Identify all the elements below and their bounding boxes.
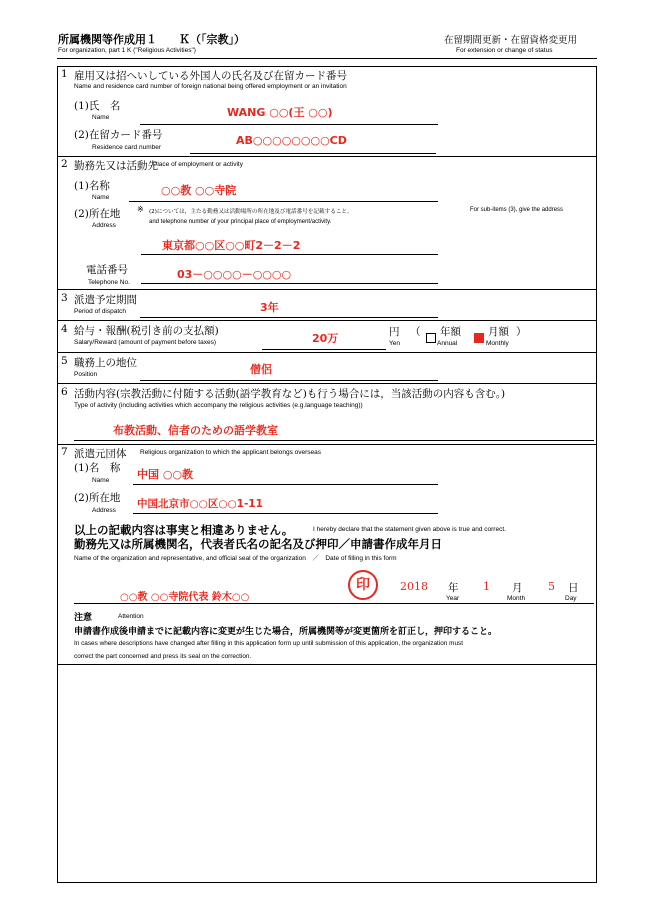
s1-card-underline xyxy=(190,153,436,154)
attention-text-jp: 申請書作成後申請までに記載内容に変更が生じた場合，所属機関等が変更箇所を訂正し，押印すること。 xyxy=(74,626,498,636)
attention-text-en1: In cases where descriptions have changed after filling in this application form up until submission of this application, the organization must xyxy=(74,640,463,647)
s2-addr-label-en: Address xyxy=(92,222,116,229)
s5-number: 5 xyxy=(61,355,68,367)
s2-title: 勤務先又は活動先 xyxy=(74,160,158,172)
section-divider xyxy=(57,156,597,157)
month-label: 月 xyxy=(512,582,523,594)
s2-title-en: Place of employment or activity xyxy=(153,161,243,168)
monthly-label-en: Monthly xyxy=(486,340,509,347)
section-divider xyxy=(57,664,597,665)
section-divider xyxy=(57,444,597,445)
month-label-en: Month xyxy=(507,595,526,602)
s7-title-en: Religious organization to which the applicant belongs overseas xyxy=(140,449,322,456)
s7-name-label: (1)名 称 xyxy=(74,462,121,474)
monthly-checkbox-checked[interactable] xyxy=(474,327,484,346)
monthly-label: 月額 xyxy=(488,326,509,338)
form-title: 所属機関等作成用１ Ｋ（「宗教」） xyxy=(58,34,245,46)
day-label: 日 xyxy=(568,582,579,594)
s2-addr-label: (2)所在地 xyxy=(74,208,121,220)
day-label-en: Day xyxy=(565,595,577,602)
attention-text-en2: correct the part concerned and press its seal on the correction. xyxy=(74,653,252,660)
s2-name-label-en: Name xyxy=(92,194,110,201)
s5-title-en: Position xyxy=(74,371,98,378)
s2-number: 2 xyxy=(61,158,68,170)
s2-note-jp: (2)については，主たる勤務又は活動場所の所在地及び電話番号を記載すること。 xyxy=(149,209,353,215)
s2-note-en1: For sub-items (3), give the address xyxy=(470,207,564,213)
attention-title: 注意 xyxy=(74,612,93,622)
official-seal: 印 xyxy=(348,570,378,600)
day-value: 5 xyxy=(548,580,555,593)
s7-title: 派遣元団体 xyxy=(74,448,127,460)
s1-name-label: (1)氏 名 xyxy=(74,100,121,112)
signature-instruction-en: Name of the organization and representative, and official seal of the organization ／ Date of filling in this form xyxy=(74,555,397,562)
s7-addr-underline xyxy=(133,513,438,514)
s2-note-en2: and telephone number of your principal place of employment/activity. xyxy=(149,219,332,225)
employer-telephone: 03－○○○○－○○○○ xyxy=(177,268,292,281)
s1-name-label-en: Name xyxy=(92,114,110,121)
form-title-en: For organization, part 1 K ("Religious Activities") xyxy=(58,47,196,54)
s6-title-en: Type of activity (including activities which accompany the religious activities (e.g.language teaching)) xyxy=(74,402,363,409)
s3-title: 派遣予定期間 xyxy=(74,294,137,306)
organization-representative: ○○教 ○○寺院代表 鈴木○○ xyxy=(120,592,250,603)
foreign-national-name: WANG ○○(王 ○○) xyxy=(227,106,333,119)
s3-underline xyxy=(140,317,438,318)
s4-underline xyxy=(262,349,386,350)
form-purpose: 在留期間更新・在留資格変更用 xyxy=(444,35,578,46)
month-value: 1 xyxy=(483,580,490,593)
s4-paren-close: ） xyxy=(516,326,527,338)
s1-card-label-en: Residence card number xyxy=(92,144,162,151)
s7-name-underline xyxy=(133,484,438,485)
s1-name-underline xyxy=(140,124,438,125)
s6-underline xyxy=(74,440,594,441)
employer-name: ○○教 ○○寺院 xyxy=(161,184,237,197)
s4-title-en: Salary/Reward (amount of payment before taxes) xyxy=(74,339,216,346)
annual-label: 年額 xyxy=(440,326,461,338)
s2-name-underline xyxy=(129,201,438,202)
year-label: 年 xyxy=(448,582,459,594)
s1-card-label: (2)在留カード番号 xyxy=(74,129,163,141)
section-divider xyxy=(57,352,597,353)
s1-title-en: Name and residence card number of foreign national being offered employment or an invitation xyxy=(74,83,347,90)
signature-instruction-jp: 勤務先又は所属機関名，代表者氏名の記名及び押印／申請書作成年月日 xyxy=(74,539,442,551)
s7-addr-label: (2)所在地 xyxy=(74,492,121,504)
s7-addr-label-en: Address xyxy=(92,507,116,514)
declaration-jp: 以上の記載内容は事実と相違ありません。 xyxy=(74,525,294,537)
annual-label-en: Annual xyxy=(437,340,458,347)
dispatching-organization-name: 中国 ○○教 xyxy=(137,468,194,481)
s2-tel-label: 電話番号 xyxy=(86,264,128,276)
signature-underline xyxy=(74,603,594,604)
s2-name-label: (1)名称 xyxy=(74,180,110,192)
s1-title: 雇用又は招へいしている外国人の氏名及び在留カード番号 xyxy=(74,70,347,82)
employer-address: 東京都○○区○○町2－2－2 xyxy=(162,239,301,252)
s7-number: 7 xyxy=(61,446,68,458)
s2-tel-underline xyxy=(141,283,438,284)
s1-number: 1 xyxy=(61,68,68,80)
declaration-en: I hereby declare that the statement given above is true and correct. xyxy=(313,526,506,533)
s3-title-en: Period of dispatch xyxy=(74,308,127,315)
residence-card-number: AB○○○○○○○○CD xyxy=(236,134,347,147)
header-rule xyxy=(57,58,597,59)
activity-content: 布教活動、信者のための語学教室 xyxy=(113,424,278,437)
section-divider xyxy=(57,320,597,321)
year-label-en: Year xyxy=(446,595,460,602)
s6-number: 6 xyxy=(61,386,68,398)
year-value: 2018 xyxy=(400,580,428,593)
s5-underline xyxy=(140,380,438,381)
s2-tel-label-en: Telephone No. xyxy=(88,279,130,286)
s5-title: 職務上の地位 xyxy=(74,357,137,369)
s3-number: 3 xyxy=(61,292,68,304)
dispatching-organization-address: 中国北京市○○区○○1-11 xyxy=(137,498,263,510)
dispatch-period: 3年 xyxy=(260,301,279,314)
s2-addr-underline xyxy=(141,254,438,255)
s4-paren-open: （ xyxy=(410,326,421,338)
yen-label-en: Yen xyxy=(389,340,400,347)
attention-title-en: Attention xyxy=(118,613,144,620)
section-divider xyxy=(57,383,597,384)
yen-label: 円 xyxy=(389,326,400,338)
salary-amount: 20万 xyxy=(312,332,339,345)
annual-checkbox[interactable] xyxy=(426,327,436,346)
s4-title: 給与・報酬(税引き前の支払額) xyxy=(74,325,219,337)
s4-number: 4 xyxy=(61,323,68,335)
s7-name-label-en: Name xyxy=(92,477,110,484)
s6-title: 活動内容(宗教活動に付随する活動(語学教育など)も行う場合には，当該活動の内容も含む。) xyxy=(74,388,506,400)
form-purpose-en: For extension or change of status xyxy=(456,47,553,54)
section-divider xyxy=(57,289,597,290)
s2-note-mark: ※ xyxy=(137,205,144,214)
position-value: 僧侶 xyxy=(250,363,272,376)
